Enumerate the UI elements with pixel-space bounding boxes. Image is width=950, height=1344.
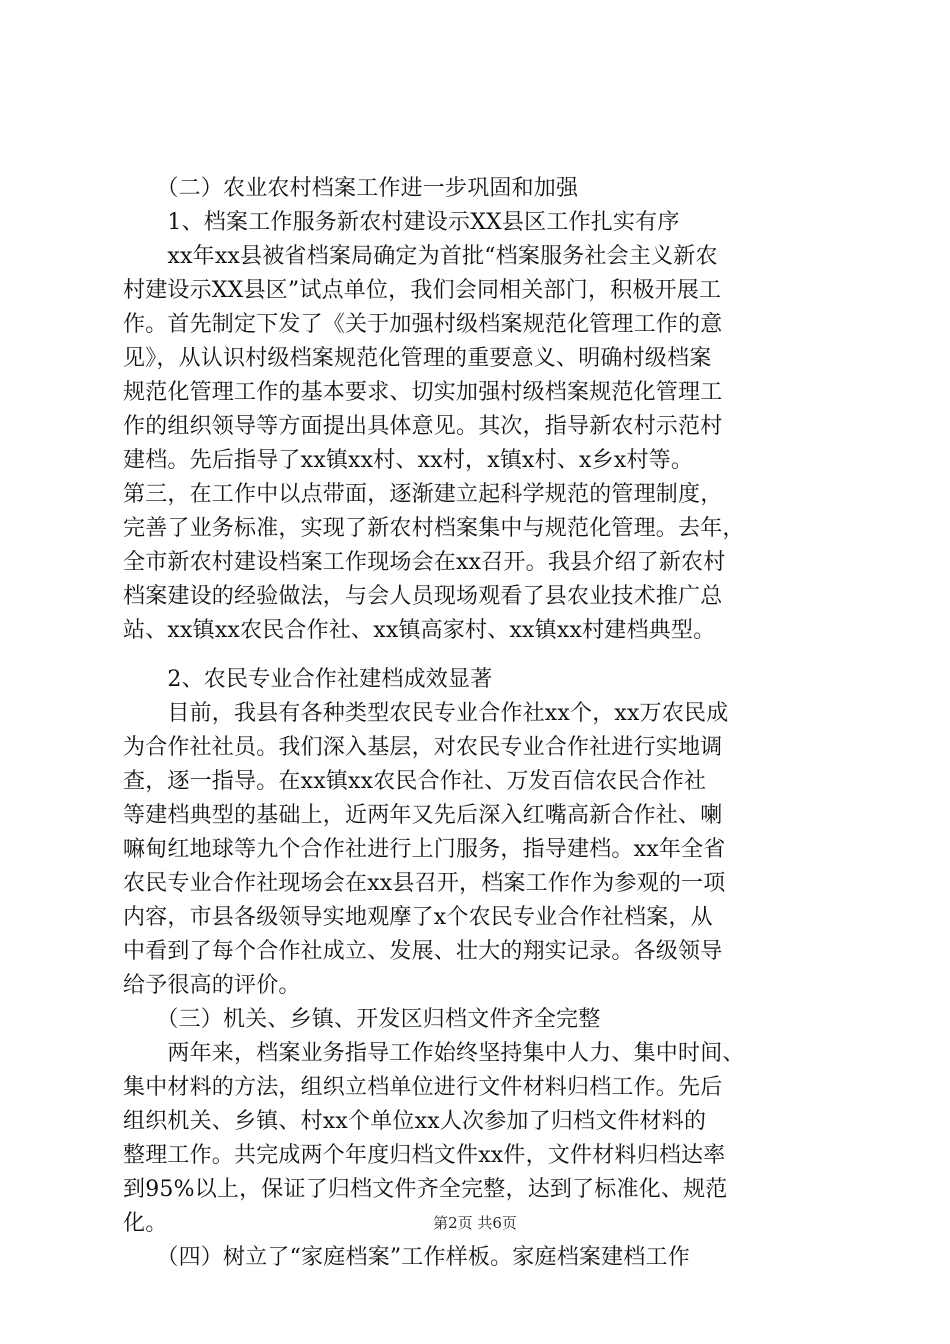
paragraph-line: 站、xx镇xx农民合作社、xx镇高家村、xx镇xx村建档典型。 (123, 618, 716, 643)
paragraph-line: 集中材料的方法，组织立档单位进行文件材料归档工作。先后 (123, 1075, 723, 1100)
paragraph-line: 见》，从认识村级档案规范化管理的重要意义、明确村级档案 (123, 346, 712, 371)
paragraph-line: 完善了业务标准，实现了新农村档案集中与规范化管理。去年， (123, 516, 745, 541)
paragraph-line: 农民专业合作社现场会在xx县召开，档案工作作为参观的一项 (123, 871, 726, 896)
section-heading: （四）树立了“家庭档案”工作样板。家庭档案建档工作 (123, 1245, 690, 1270)
paragraph-line: 给予很高的评价。 (123, 973, 301, 998)
section-heading: （二）农业农村档案工作进一步巩固和加强 (123, 176, 579, 201)
paragraph-line: 档案建设的经验做法，与会人员现场观看了县农业技术推广总 (123, 584, 723, 609)
paragraph-line: 村建设示XX县区”试点单位，我们会同相关部门，积极开展工 (123, 278, 722, 303)
paragraph-line: 两年来，档案业务指导工作始终坚持集中人力、集中时间、 (123, 1041, 745, 1066)
paragraph-line: 建档。先后指导了xx镇xx村、xx村，x镇x村、x乡x村等。 (123, 448, 694, 473)
paragraph-line: 到95%以上，保证了归档文件齐全完整，达到了标准化、规范 (123, 1177, 728, 1202)
paragraph-line: 目前，我县有各种类型农民专业合作社xx个，xx万农民成 (123, 701, 729, 726)
subsection-heading: 2、农民专业合作社建档成效显著 (123, 667, 493, 692)
subsection-heading: 1、档案工作服务新农村建设示XX县区工作扎实有序 (123, 210, 680, 235)
paragraph-line: 组织机关、乡镇、村xx个单位xx人次参加了归档文件材料的 (123, 1109, 707, 1134)
paragraph-line: 作。首先制定下发了《关于加强村级档案规范化管理工作的意 (123, 312, 723, 337)
paragraph-line: 第三，在工作中以点带面，逐渐建立起科学规范的管理制度， (123, 482, 723, 507)
paragraph-line: 整理工作。共完成两个年度归档文件xx件，文件材料归档达率 (123, 1143, 726, 1168)
paragraph-line: xx年xx县被省档案局确定为首批“档案服务社会主义新农 (123, 244, 718, 269)
paragraph-line: 等建档典型的基础上，近两年又先后深入红嘴高新合作社、喇 (123, 803, 723, 828)
paragraph-line: 为合作社社员。我们深入基层，对农民专业合作社进行实地调 (123, 735, 723, 760)
paragraph-line: 全市新农村建设档案工作现场会在xx召开。我县介绍了新农村 (123, 550, 726, 575)
paragraph-line: 内容，市县各级领导实地观摩了x个农民专业合作社档案，从 (123, 905, 713, 930)
section-heading: （三）机关、乡镇、开发区归档文件齐全完整 (123, 1007, 601, 1032)
page-number-footer: 第2页 共6页 (433, 1214, 517, 1232)
paragraph-line: 嘛甸红地球等九个合作社进行上门服务，指导建档。xx年全省 (123, 837, 726, 862)
paragraph-line: 作的组织领导等方面提出具体意见。其次，指导新农村示范村 (123, 414, 723, 439)
paragraph-line: 规范化管理工作的基本要求、切实加强村级档案规范化管理工 (123, 380, 723, 405)
paragraph-line: 化。 (123, 1211, 168, 1236)
paragraph-line: 中看到了每个合作社成立、发展、壮大的翔实记录。各级领导 (123, 939, 723, 964)
paragraph-line: 查，逐一指导。在xx镇xx农民合作社、万发百信农民合作社 (123, 769, 707, 794)
